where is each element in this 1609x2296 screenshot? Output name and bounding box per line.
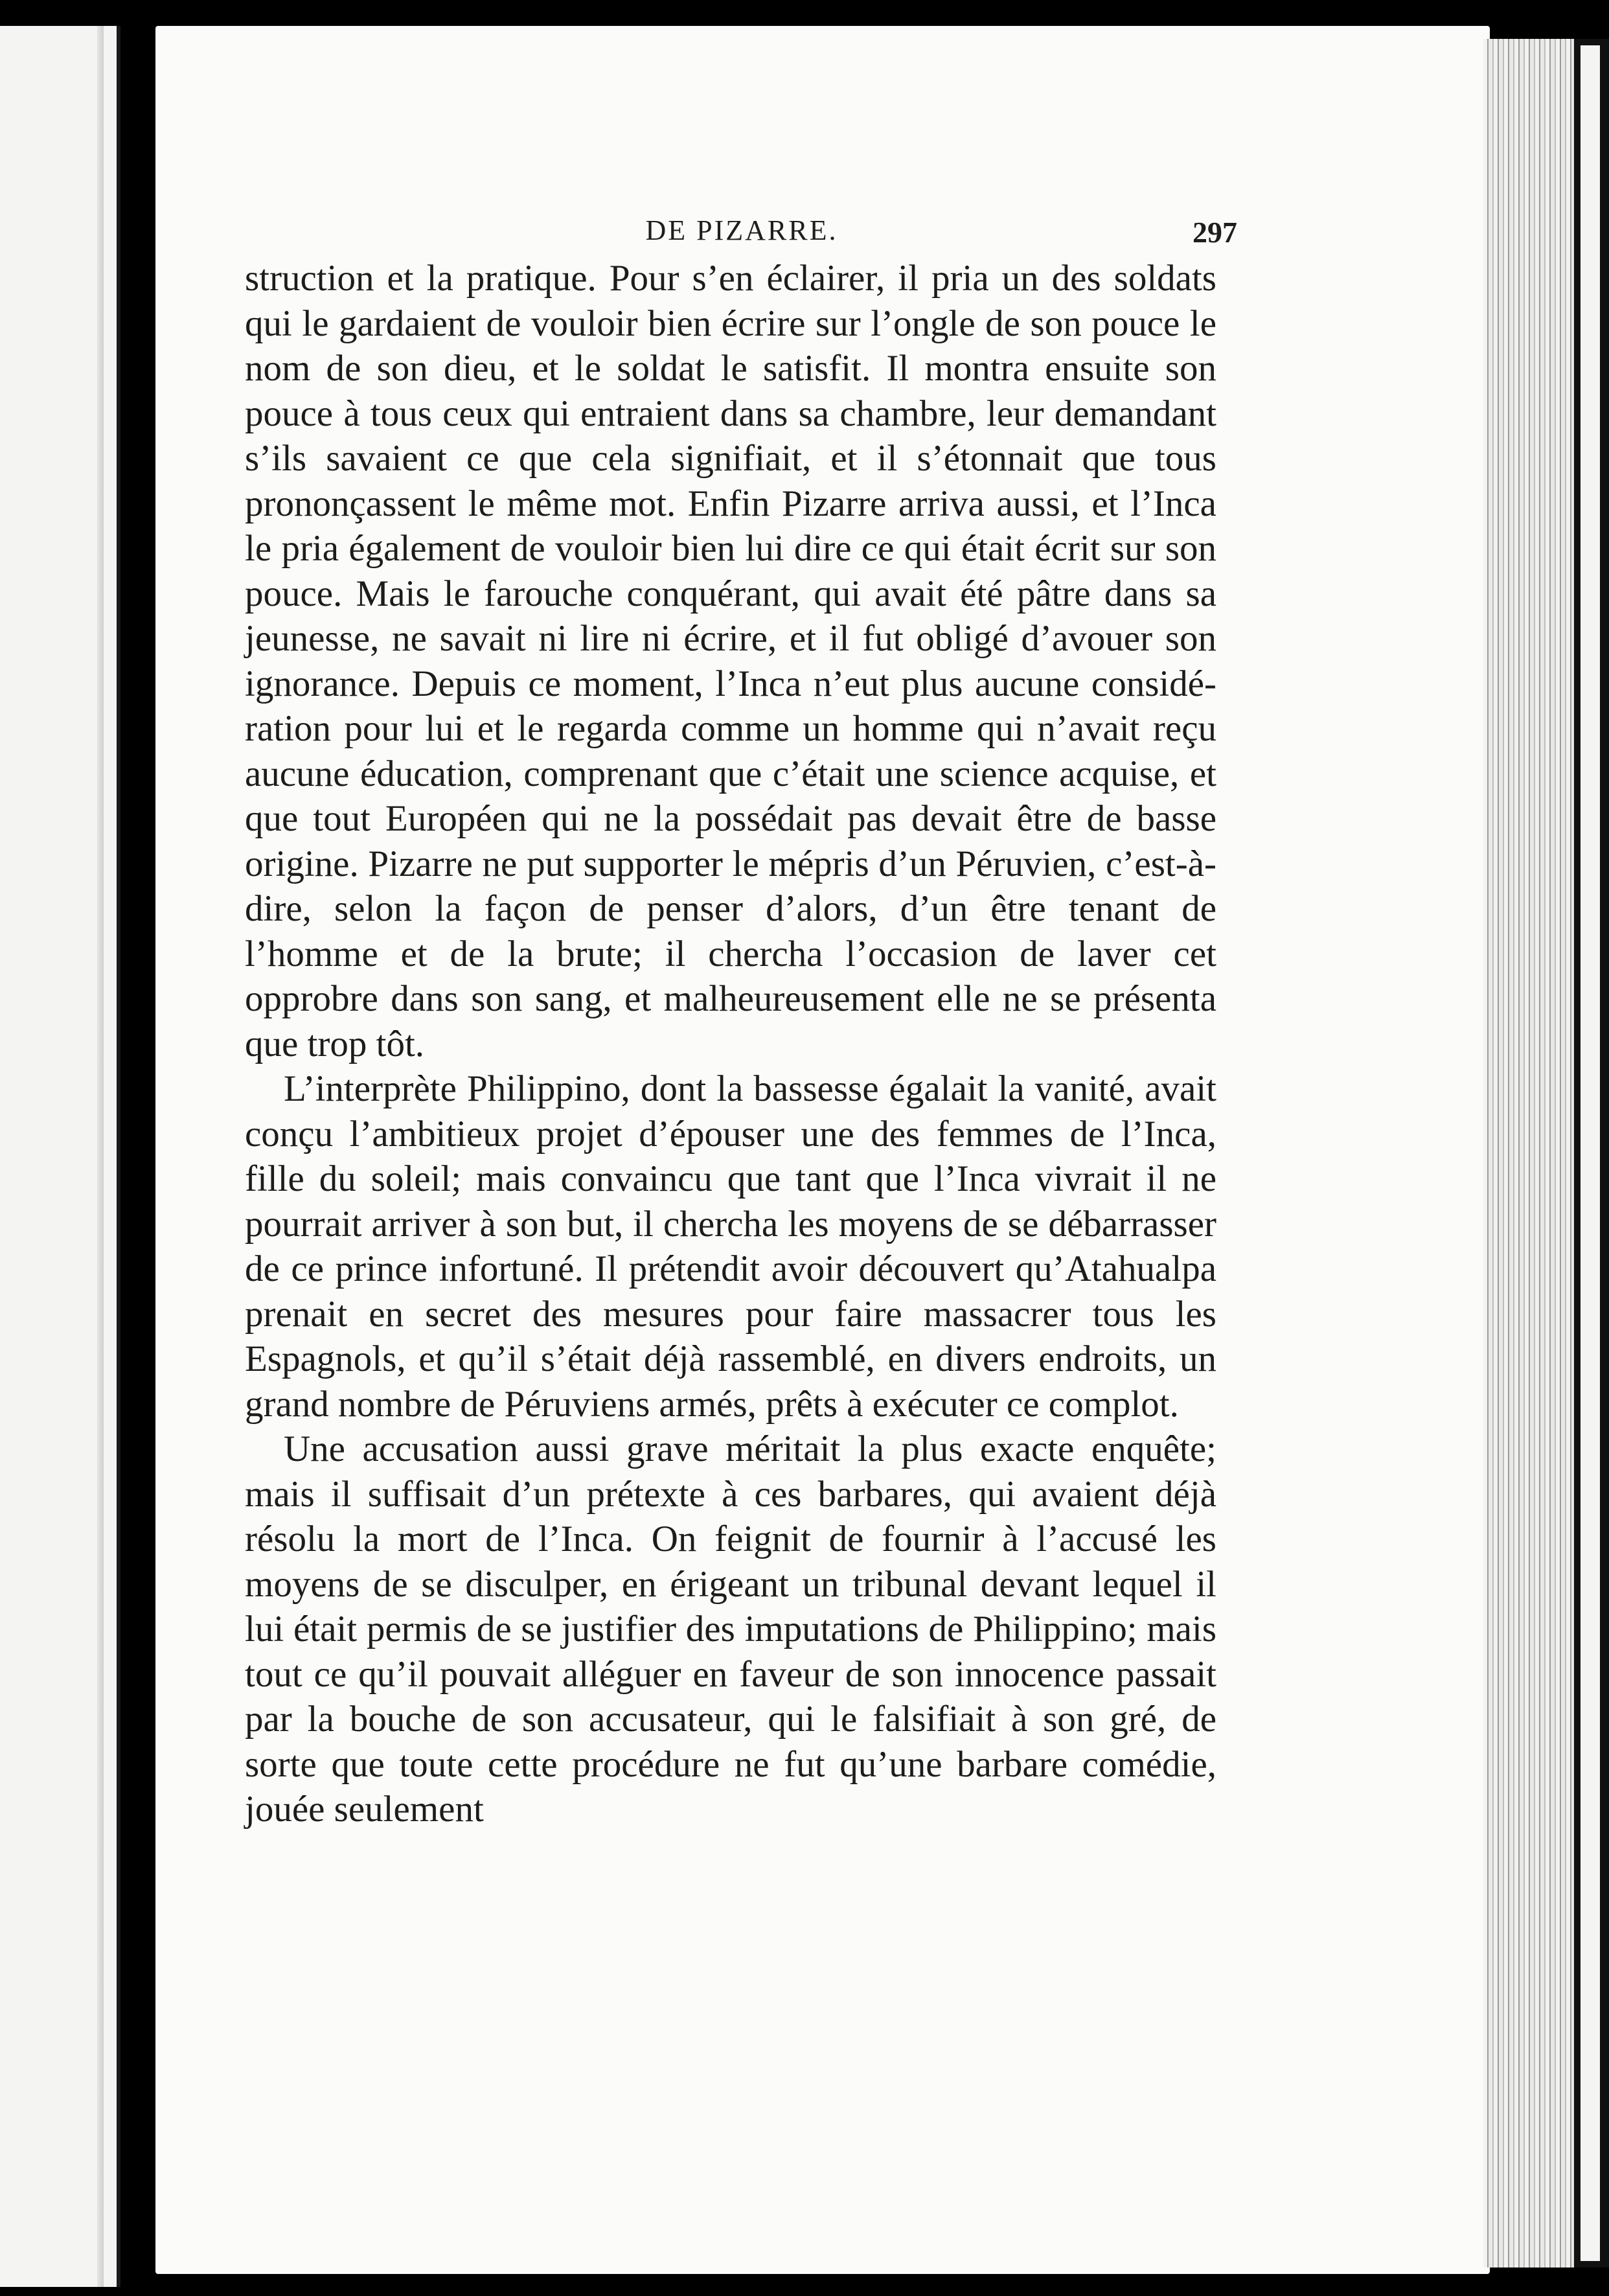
previous-page-edge bbox=[0, 26, 120, 2287]
running-title: DE PIZARRE. bbox=[645, 214, 838, 246]
running-head bbox=[246, 214, 1237, 253]
cover-edge-strip bbox=[1580, 45, 1600, 2261]
page-number: 297 bbox=[1192, 216, 1237, 249]
paragraph-accusation: Une accusation aussi grave méritait la plus exacte enquête; mais il suffisait d’un prétexte à ces barbares, qui avaient déjà résolu la mort de l’Inca. On feignit de fournir à l’accusé les moyens de se disculper, en érigeant un tribunal devant lequel il lui était permis de se justifier des imputations de Philippino; mais tout ce qu’il pouvait alléguer en faveur de son innocence passait par la bouche de son accusateur, qui le falsifiait à son gré, de sorte que toute cette procédure ne fut qu’une barbare comédie, jouée seulement bbox=[245, 1429, 1216, 1830]
paragraph-continued: struction et la pratique. Pour s’en éclairer, il pria un des soldats qui le gardaient de vouloir bien écrire sur l’ongle de son pouce le nom de son dieu, et le soldat le satisfit. Il montra ensuite son pouce à tous ceux qui entraient dans sa chambre, leur demandant s’ils savaient ce que cela signifiait, et il s’étonnait que tous prononçassent le même mot. Enfin Pizarre arriva aussi, et l’Inca le pria également de vouloir bien lui dire ce qui était écrit sur son pouce. Mais le farouche conquérant, qui avait été pâtre dans sa jeunesse, ne savait ni lire ni écrire, et il fut obligé d’avouer son ignorance. Depuis ce moment, l’Inca n’eut plus aucune considération pour lui et le regarda comme un homme qui n’avait reçu aucune éducation, comprenant que c’était une science acquise, et que tout Européen qui ne la possédait pas devait être de basse origine. Pizarre ne put supporter le mépris d’un Péruvien, c’est-à-dire, selon la façon de penser d’alors, d’un être tenant de l’homme et de la brute; il chercha l’occasion de laver cet opprobre dans son sang, et malheureusement elle ne se présenta que trop tôt. bbox=[245, 258, 1216, 1064]
paragraph-philippino: L’interprète Philippino, dont la bassesse égalait la vanité, avait conçu l’ambitieux projet d’épouser une des femmes de l’Inca, fille du soleil; mais convaincu que tant que l’Inca vivrait il ne pourrait arriver à son but, il chercha les moyens de se débarrasser de ce prince infortuné. Il prétendit avoir découvert qu’Atahualpa prenait en secret des mesures pour faire massacrer tous les Espagnols, et qu’il s’était déjà rassemblé, en divers endroits, un grand nombre de Péruviens armés, prêts à exécuter ce complot. bbox=[245, 1068, 1216, 1425]
page-stack-edge bbox=[1483, 39, 1574, 2267]
body-text bbox=[245, 256, 1216, 1832]
